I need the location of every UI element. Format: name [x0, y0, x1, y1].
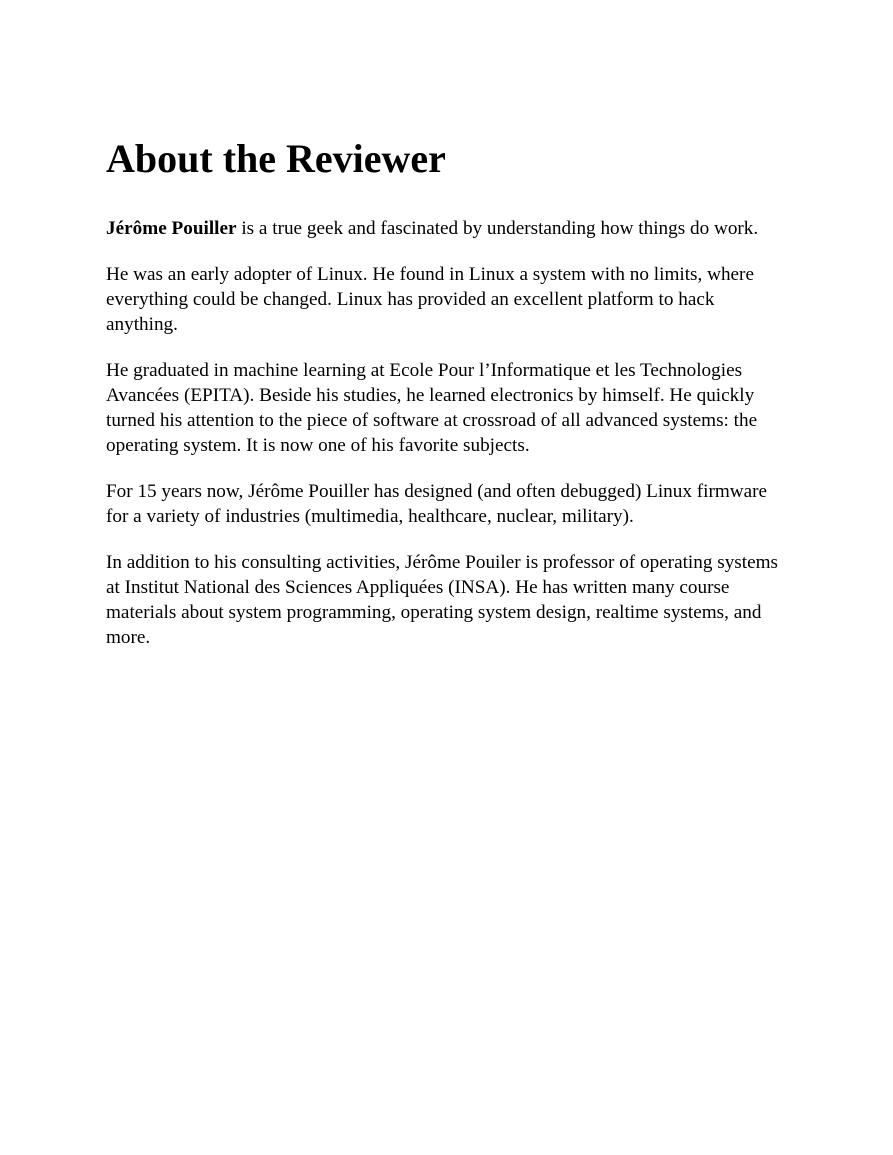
- document-page: [106, 133, 788, 671]
- intro-text: is a true geek and fascinated by understanding how things do work.: [236, 218, 759, 239]
- intro-paragraph: [106, 216, 788, 241]
- paragraph-career: For 15 years now, Jérôme Pouiller has designed (and often debugged) Linux firmware for a variety of industries (multimedia, healthcare, nuclear, military).: [106, 481, 768, 527]
- page-title: About the Reviewer: [106, 136, 446, 181]
- paragraph-teaching: In addition to his consulting activities, Jérôme Pouiler is professor of operating systems at Institut National des Sciences Appliquées (INSA). He has written many course materials about system programming, operating system design, realtime systems, and more.: [106, 552, 778, 648]
- paragraph-linux: He was an early adopter of Linux. He found in Linux a system with no limits, where everything could be changed. Linux has provided an excellent platform to hack anything.: [106, 264, 754, 335]
- paragraph-education: He graduated in machine learning at Ecole Pour l’Informatique et les Technologies Avancées (EPITA). Beside his studies, he learned electronics by himself. He quickly turned his attention to the piece of software at crossroad of all advanced systems: the operating system. It is now one of his favorite subjects.: [106, 360, 758, 456]
- reviewer-name: Jérôme Pouiller: [106, 218, 237, 239]
